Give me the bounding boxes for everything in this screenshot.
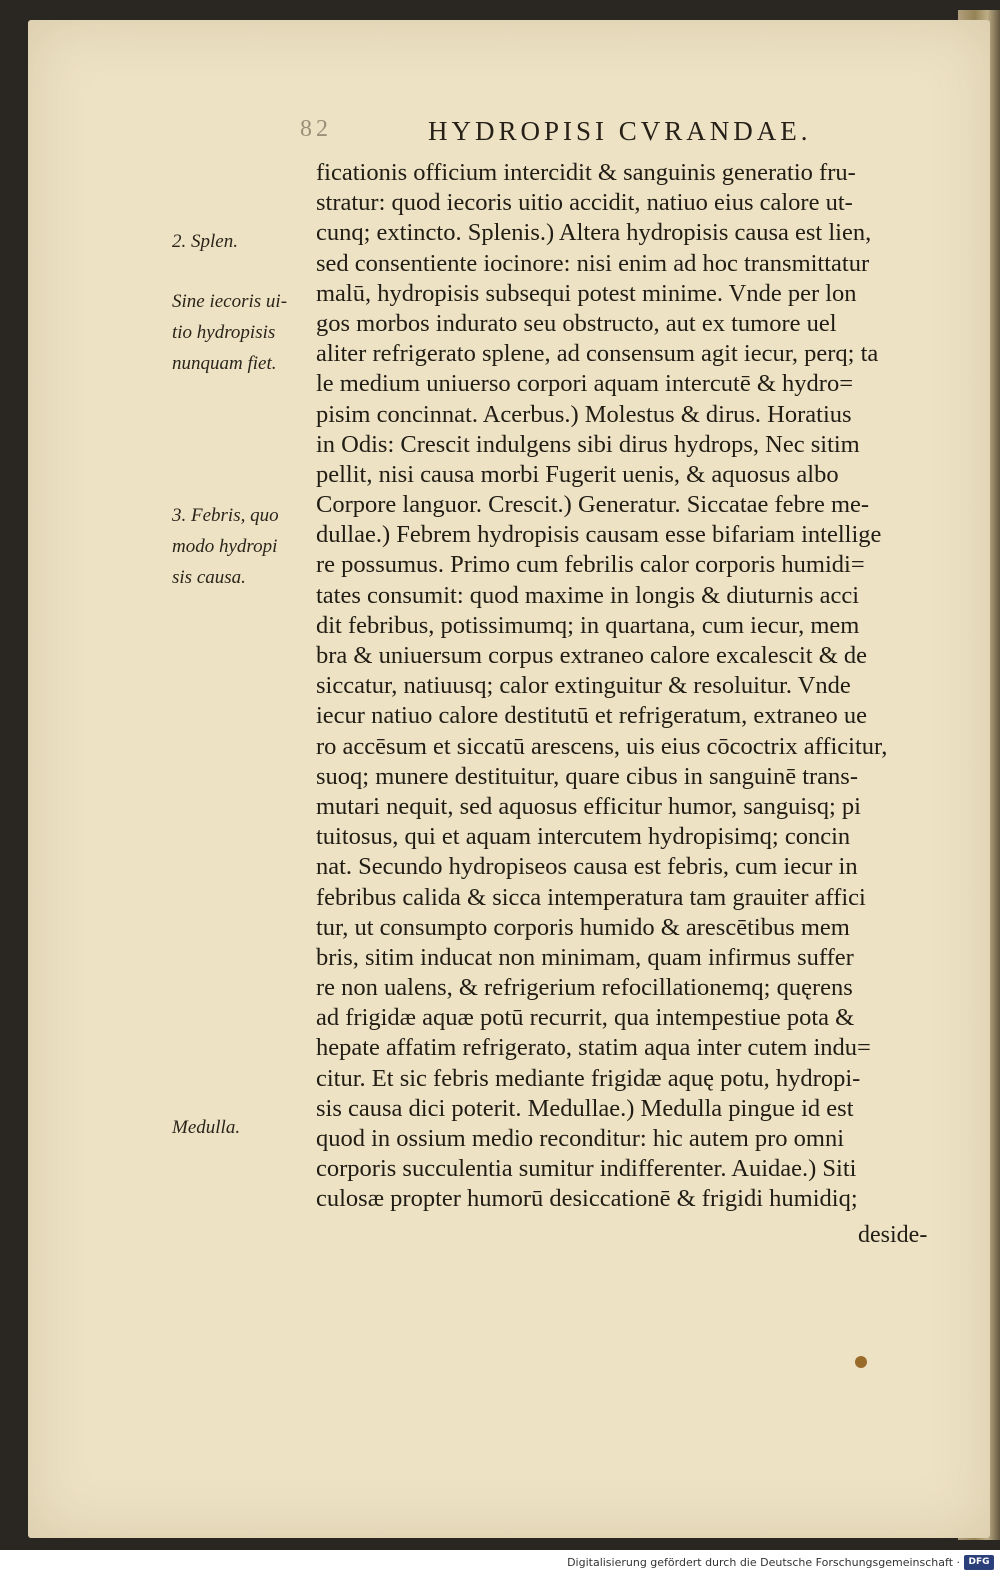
text-line: tates consumit: quod maxime in longis & diuturnis acci: [316, 581, 860, 609]
margin-note-line: 2. Splen.: [172, 231, 238, 252]
text-line: siccatur, natiuusq; calor extinguitur & resoluitur. Vnde: [316, 672, 851, 700]
text-line: tur, ut consumpto corporis humido & arescētibus mem: [316, 913, 850, 941]
text-line: quod in ossium medio reconditur: hic autem pro omni: [316, 1125, 845, 1152]
text-line: re possumus. Primo cum febrilis calor corporis humidi=: [316, 551, 865, 579]
text-line: febribus calida & sicca intemperatura tam grauiter affici: [316, 883, 866, 911]
body-text: [316, 158, 956, 1215]
text-line: bris, sitim inducat non minimam, quam infirmus suffer: [316, 943, 854, 971]
ink-stain: [855, 1356, 867, 1368]
text-line: ro accēsum et siccatū arescens, uis eius cōcoctrix afficitur,: [316, 732, 888, 760]
margin-note-febris: [172, 500, 322, 593]
text-line: aliter refrigerato splene, ad consensum agit iecur, perq; ta: [316, 340, 879, 368]
text-line: sed consentiente iocinore: nisi enim ad hoc transmittatur: [316, 249, 870, 277]
text-line: culosæ propter humorū desiccationē & frigidi humidiq;: [316, 1185, 858, 1213]
text-line: re non ualens, & refrigerium refocillationemq; quęrens: [316, 974, 853, 1002]
running-title: HYDROPISI CVRANDAE.: [428, 116, 812, 146]
margin-note-sine-iecoris: [172, 286, 322, 379]
text-line: mutari nequit, sed aquosus efficitur humor, sanguisq; pi: [316, 792, 861, 820]
text-line: suoq; munere destituitur, quare cibus in sanguinē trans-: [316, 762, 858, 790]
margin-note-line: Medulla.: [172, 1117, 241, 1138]
text-line: nat. Secundo hydropiseos causa est febris, cum iecur in: [316, 853, 858, 881]
text-line: corporis succulentia sumitur indifferenter. Auidae.) Siti: [316, 1155, 857, 1183]
footer-bar: [0, 1550, 1000, 1577]
text-line: dullae.) Febrem hydropisis causam esse bifariam intellige: [316, 521, 882, 549]
text-line: stratur: quod iecoris uitio accidit, natiuo eius calore ut-: [316, 189, 853, 217]
text-line: citur. Et sic febris mediante frigidæ aquę potu, hydropi-: [316, 1064, 861, 1092]
text-line: hepate affatim refrigerato, statim aqua inter cutem indu=: [316, 1034, 871, 1062]
text-line: in Odis: Crescit indulgens sibi dirus hydrops, Nec sitim: [316, 430, 860, 458]
text-line: gos morbos indurato seu obstructo, aut ex tumore uel: [316, 309, 837, 337]
funding-notice: Digitalisierung gefördert durch die Deutsche Forschungsgemeinschaft ·: [567, 1556, 960, 1569]
text-line: pisim concinnat. Acerbus.) Molestus & dirus. Horatius: [316, 400, 852, 428]
text-line: iecur natiuo calore destitutū et refrigeratum, extraneo ue: [316, 702, 867, 730]
margin-note-line: Sine iecoris ui-: [172, 291, 288, 312]
margin-note-medulla: [172, 1112, 322, 1143]
text-line: tuitosus, qui et aquam intercutem hydropisimq; concin: [316, 823, 851, 851]
text-line: bra & uniuersum corpus extraneo calore excalescit & de: [316, 642, 868, 669]
text-line: dit febribus, potissimumq; in quartana, cum iecur, mem: [316, 611, 860, 639]
margin-note-line: 3. Febris, quo: [172, 505, 279, 526]
margin-note-splen: [172, 226, 322, 257]
running-head: [300, 116, 940, 156]
catchword: deside-: [858, 1222, 928, 1248]
dfg-logo-icon: DFG: [964, 1555, 994, 1570]
page-number: 82: [300, 116, 332, 142]
text-line: pellit, nisi causa morbi Fugerit uenis, & aquosus albo: [316, 460, 839, 488]
text-line: le medium uniuerso corpori aquam intercutē & hydro=: [316, 370, 854, 398]
margin-note-line: nunquam fiet.: [172, 353, 277, 374]
text-line: malū, hydropisis subsequi potest minime. Vnde per lon: [316, 279, 857, 307]
text-line: ad frigidæ aquæ potū recurrit, qua intempestiue pota &: [316, 1004, 855, 1032]
text-line: ficationis officium intercidit & sanguinis generatio fru-: [316, 159, 856, 186]
text-line: cunq; extincto. Splenis.) Altera hydropisis causa est lien,: [316, 219, 872, 247]
margin-note-line: modo hydropi: [172, 536, 278, 557]
text-line: Corpore languor. Crescit.) Generatur. Siccatae febre me-: [316, 491, 870, 519]
margin-note-line: tio hydropisis: [172, 322, 276, 343]
margin-note-line: sis causa.: [172, 567, 246, 588]
text-line: sis causa dici poterit. Medullae.) Medulla pingue id est: [316, 1094, 854, 1122]
